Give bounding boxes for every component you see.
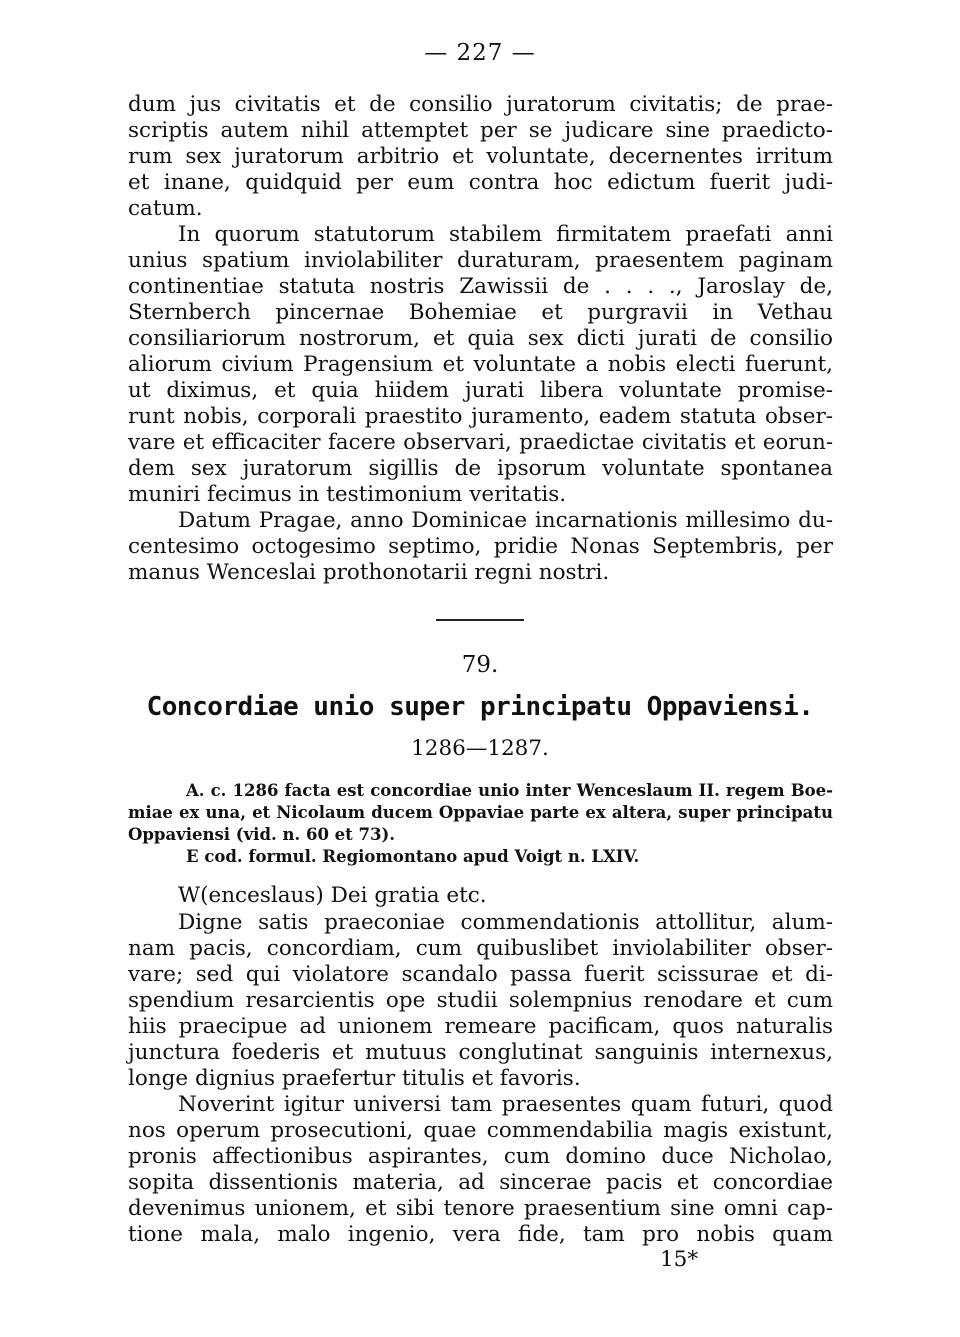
text-line: manus Wenceslai prothonotarii regni nostri. [128, 560, 610, 585]
text-line: longe dignius praefertur titulis et favoris. [128, 1066, 581, 1091]
text-line: centesimo octogesimo septimo, pridie Nonas Septembris, per [128, 534, 833, 559]
text-line: dem sex juratorum sigillis de ipsorum voluntate spontanea [128, 456, 833, 481]
document-title: Concordiae unio super principatu Oppaviensi. [146, 692, 814, 722]
text-line: et inane, quidquid per eum contra hoc edictum fuerit judi- [128, 170, 833, 195]
salutation: W(enceslaus) Dei gratia etc. [178, 883, 487, 908]
text-line: sopita dissentionis materia, ad sincerae pacis et concordiae [128, 1170, 833, 1195]
text-line: vare; sed qui violatore scandalo passa fuerit scissurae et di- [128, 962, 833, 987]
document-dates: 1286—1287. [411, 736, 549, 761]
text-line: hiis praecipue ad unionem remeare pacificam, quos naturalis [128, 1014, 833, 1039]
text-line: pronis affectionibus aspirantes, cum domino duce Nicholao, [128, 1144, 833, 1169]
text-line: continentiae statuta nostris Zawissii de . . . ., Jaroslay de, [128, 274, 833, 299]
text-line: devenimus unionem, et sibi tenore praesentium sine omni cap- [128, 1196, 833, 1221]
text-line: dum jus civitatis et de consilio juratorum civitatis; de prae- [128, 92, 833, 117]
text-line: runt nobis, corporali praestito juramento, eadem statuta obser- [128, 404, 833, 429]
text-line: nam pacis, concordiam, cum quibuslibet inviolabiliter obser- [128, 936, 833, 961]
text-line: Digne satis praeconiae commendationis attollitur, alum- [178, 910, 833, 935]
section-divider [436, 619, 524, 621]
text-line: junctura foederis et mutuus conglutinat sanguinis internexus, [128, 1040, 833, 1065]
text-line: spendium resarcientis ope studii solempnius renodare et cum [128, 988, 833, 1013]
regest-line: A. c. 1286 facta est concordiae unio inter Wenceslaum II. regem Boe- [186, 781, 833, 800]
text-line: scriptis autem nihil attemptet per se judicare sine praedicto- [128, 118, 833, 143]
text-line: unius spatium inviolabiliter duraturam, praesentem paginam [128, 248, 833, 273]
text-line: consiliariorum nostrorum, et quia sex dicti jurati de consilio [128, 326, 833, 351]
text-line: nos operum prosecutioni, quae commendabilia magis existunt, [128, 1118, 833, 1143]
text-line: tione mala, malo ingenio, vera fide, tam pro nobis quam [128, 1222, 833, 1247]
document-number: 79. [461, 652, 499, 678]
text-line: Noverint igitur universi tam praesentes quam futuri, quod [178, 1092, 833, 1117]
signature-mark: 15* [660, 1247, 699, 1272]
regest-line: Oppaviensi (vid. n. 60 et 73). [128, 825, 396, 844]
text-line: ut diximus, et quia hiidem jurati libera voluntate promise- [128, 378, 833, 403]
text-line: vare et efficaciter facere observari, praedictae civitatis et eorun- [128, 430, 833, 455]
text-line: catum. [128, 196, 203, 221]
text-line: Sternberch pincernae Bohemiae et purgravii in Vethau [128, 300, 833, 325]
text-line: rum sex juratorum arbitrio et voluntate, decernentes irritum [128, 144, 833, 169]
text-line: Datum Pragae, anno Dominicae incarnationis millesimo du- [178, 508, 833, 533]
text-line: In quorum statutorum stabilem firmitatem praefati anni [178, 222, 833, 247]
text-line: aliorum civium Pragensium et voluntate a nobis electi fuerunt, [128, 352, 833, 377]
source-note: E cod. formul. Regiomontano apud Voigt n. LXIV. [186, 847, 640, 866]
page-number: — 227 — [424, 40, 536, 66]
regest-line: miae ex una, et Nicolaum ducem Oppaviae parte ex altera, super principatu [128, 803, 833, 822]
text-line: muniri fecimus in testimonium veritatis. [128, 482, 567, 507]
